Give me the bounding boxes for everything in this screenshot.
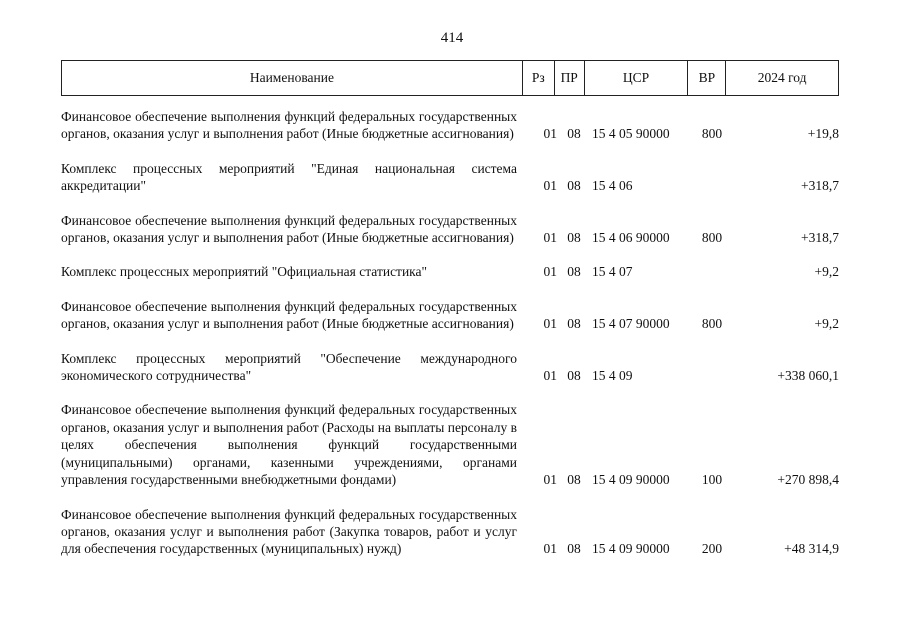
- row-value: +9,2: [814, 316, 839, 332]
- row-rz: 01: [543, 126, 557, 142]
- row-rz: 01: [543, 316, 557, 332]
- header-csr: ЦСР: [584, 61, 688, 95]
- row-csr: 15 4 07: [592, 264, 633, 280]
- table-header: [61, 60, 839, 96]
- row-name: Финансовое обеспечение выполнения функций федеральных государственных органов, оказания услуг и выполнения работ (Расходы на выплаты персоналу в целях обеспечения выполнения функций государственными (муниципальными) органами, казенными учреждениями, органами управления государственными внебюджетными фондами): [61, 402, 517, 488]
- table-row: [61, 298, 839, 333]
- row-pr: 08: [567, 472, 581, 488]
- row-name: Финансовое обеспечение выполнения функций федеральных государственных органов, оказания услуг и выполнения работ (Иные бюджетные ассигнования): [61, 109, 517, 142]
- row-csr: 15 4 07 90000: [592, 316, 670, 332]
- row-vr: 200: [701, 541, 723, 557]
- row-vr: 800: [701, 126, 723, 142]
- header-year: 2024 год: [725, 61, 838, 95]
- row-rz: 01: [543, 230, 557, 246]
- row-value: +48 314,9: [784, 541, 839, 557]
- row-rz: 01: [543, 264, 557, 280]
- row-csr: 15 4 06 90000: [592, 230, 670, 246]
- row-pr: 08: [567, 178, 581, 194]
- header-rz: Рз: [522, 61, 554, 95]
- row-name: Финансовое обеспечение выполнения функций федеральных государственных органов, оказания услуг и выполнения работ (Иные бюджетные ассигнования): [61, 298, 517, 332]
- row-pr: 08: [567, 126, 581, 142]
- row-pr: 08: [567, 316, 581, 332]
- row-name: Комплекс процессных мероприятий "Официальная статистика": [61, 264, 428, 280]
- row-name: Комплекс процессных мероприятий "Единая национальная система аккредитации": [61, 160, 517, 194]
- table-body: [61, 108, 839, 575]
- page-number: 414: [440, 30, 464, 46]
- table-row: [61, 160, 839, 195]
- row-vr: 800: [701, 316, 723, 332]
- table-row: [61, 401, 839, 488]
- row-pr: 08: [567, 368, 581, 384]
- table-row: [61, 108, 839, 143]
- table-row: [61, 263, 839, 280]
- row-csr: 15 4 09: [592, 368, 633, 384]
- header-name: Наименование: [249, 70, 334, 85]
- row-pr: 08: [567, 264, 581, 280]
- table-row: [61, 506, 839, 558]
- row-name: Финансовое обеспечение выполнения функций федеральных государственных органов, оказания услуг и выполнения работ (Закупка товаров, работ и услуг для обеспечения государственных (муниципальных) нужд): [61, 506, 517, 557]
- table-row: [61, 212, 839, 247]
- row-pr: 08: [567, 541, 581, 557]
- row-pr: 08: [567, 230, 581, 246]
- header-pr: ПР: [554, 61, 584, 95]
- row-rz: 01: [543, 472, 557, 488]
- row-rz: 01: [543, 178, 557, 194]
- row-csr: 15 4 05 90000: [592, 126, 670, 142]
- header-vr: ВР: [687, 61, 725, 95]
- row-name: Комплекс процессных мероприятий "Обеспечение международного экономического сотрудничества": [61, 350, 517, 384]
- row-name: Финансовое обеспечение выполнения функций федеральных государственных органов, оказания услуг и выполнения работ (Иные бюджетные ассигнования): [61, 212, 517, 246]
- row-value: +19,8: [807, 126, 839, 142]
- table-row: [61, 350, 839, 385]
- row-rz: 01: [543, 368, 557, 384]
- row-value: +9,2: [814, 264, 839, 280]
- row-vr: 800: [701, 230, 723, 246]
- row-csr: 15 4 06: [592, 178, 633, 194]
- row-vr: 100: [701, 472, 723, 488]
- row-value: +338 060,1: [777, 368, 839, 384]
- row-rz: 01: [543, 541, 557, 557]
- row-value: +270 898,4: [777, 472, 839, 488]
- row-csr: 15 4 09 90000: [592, 541, 670, 557]
- row-value: +318,7: [801, 230, 839, 246]
- row-value: +318,7: [801, 178, 839, 194]
- row-csr: 15 4 09 90000: [592, 472, 670, 488]
